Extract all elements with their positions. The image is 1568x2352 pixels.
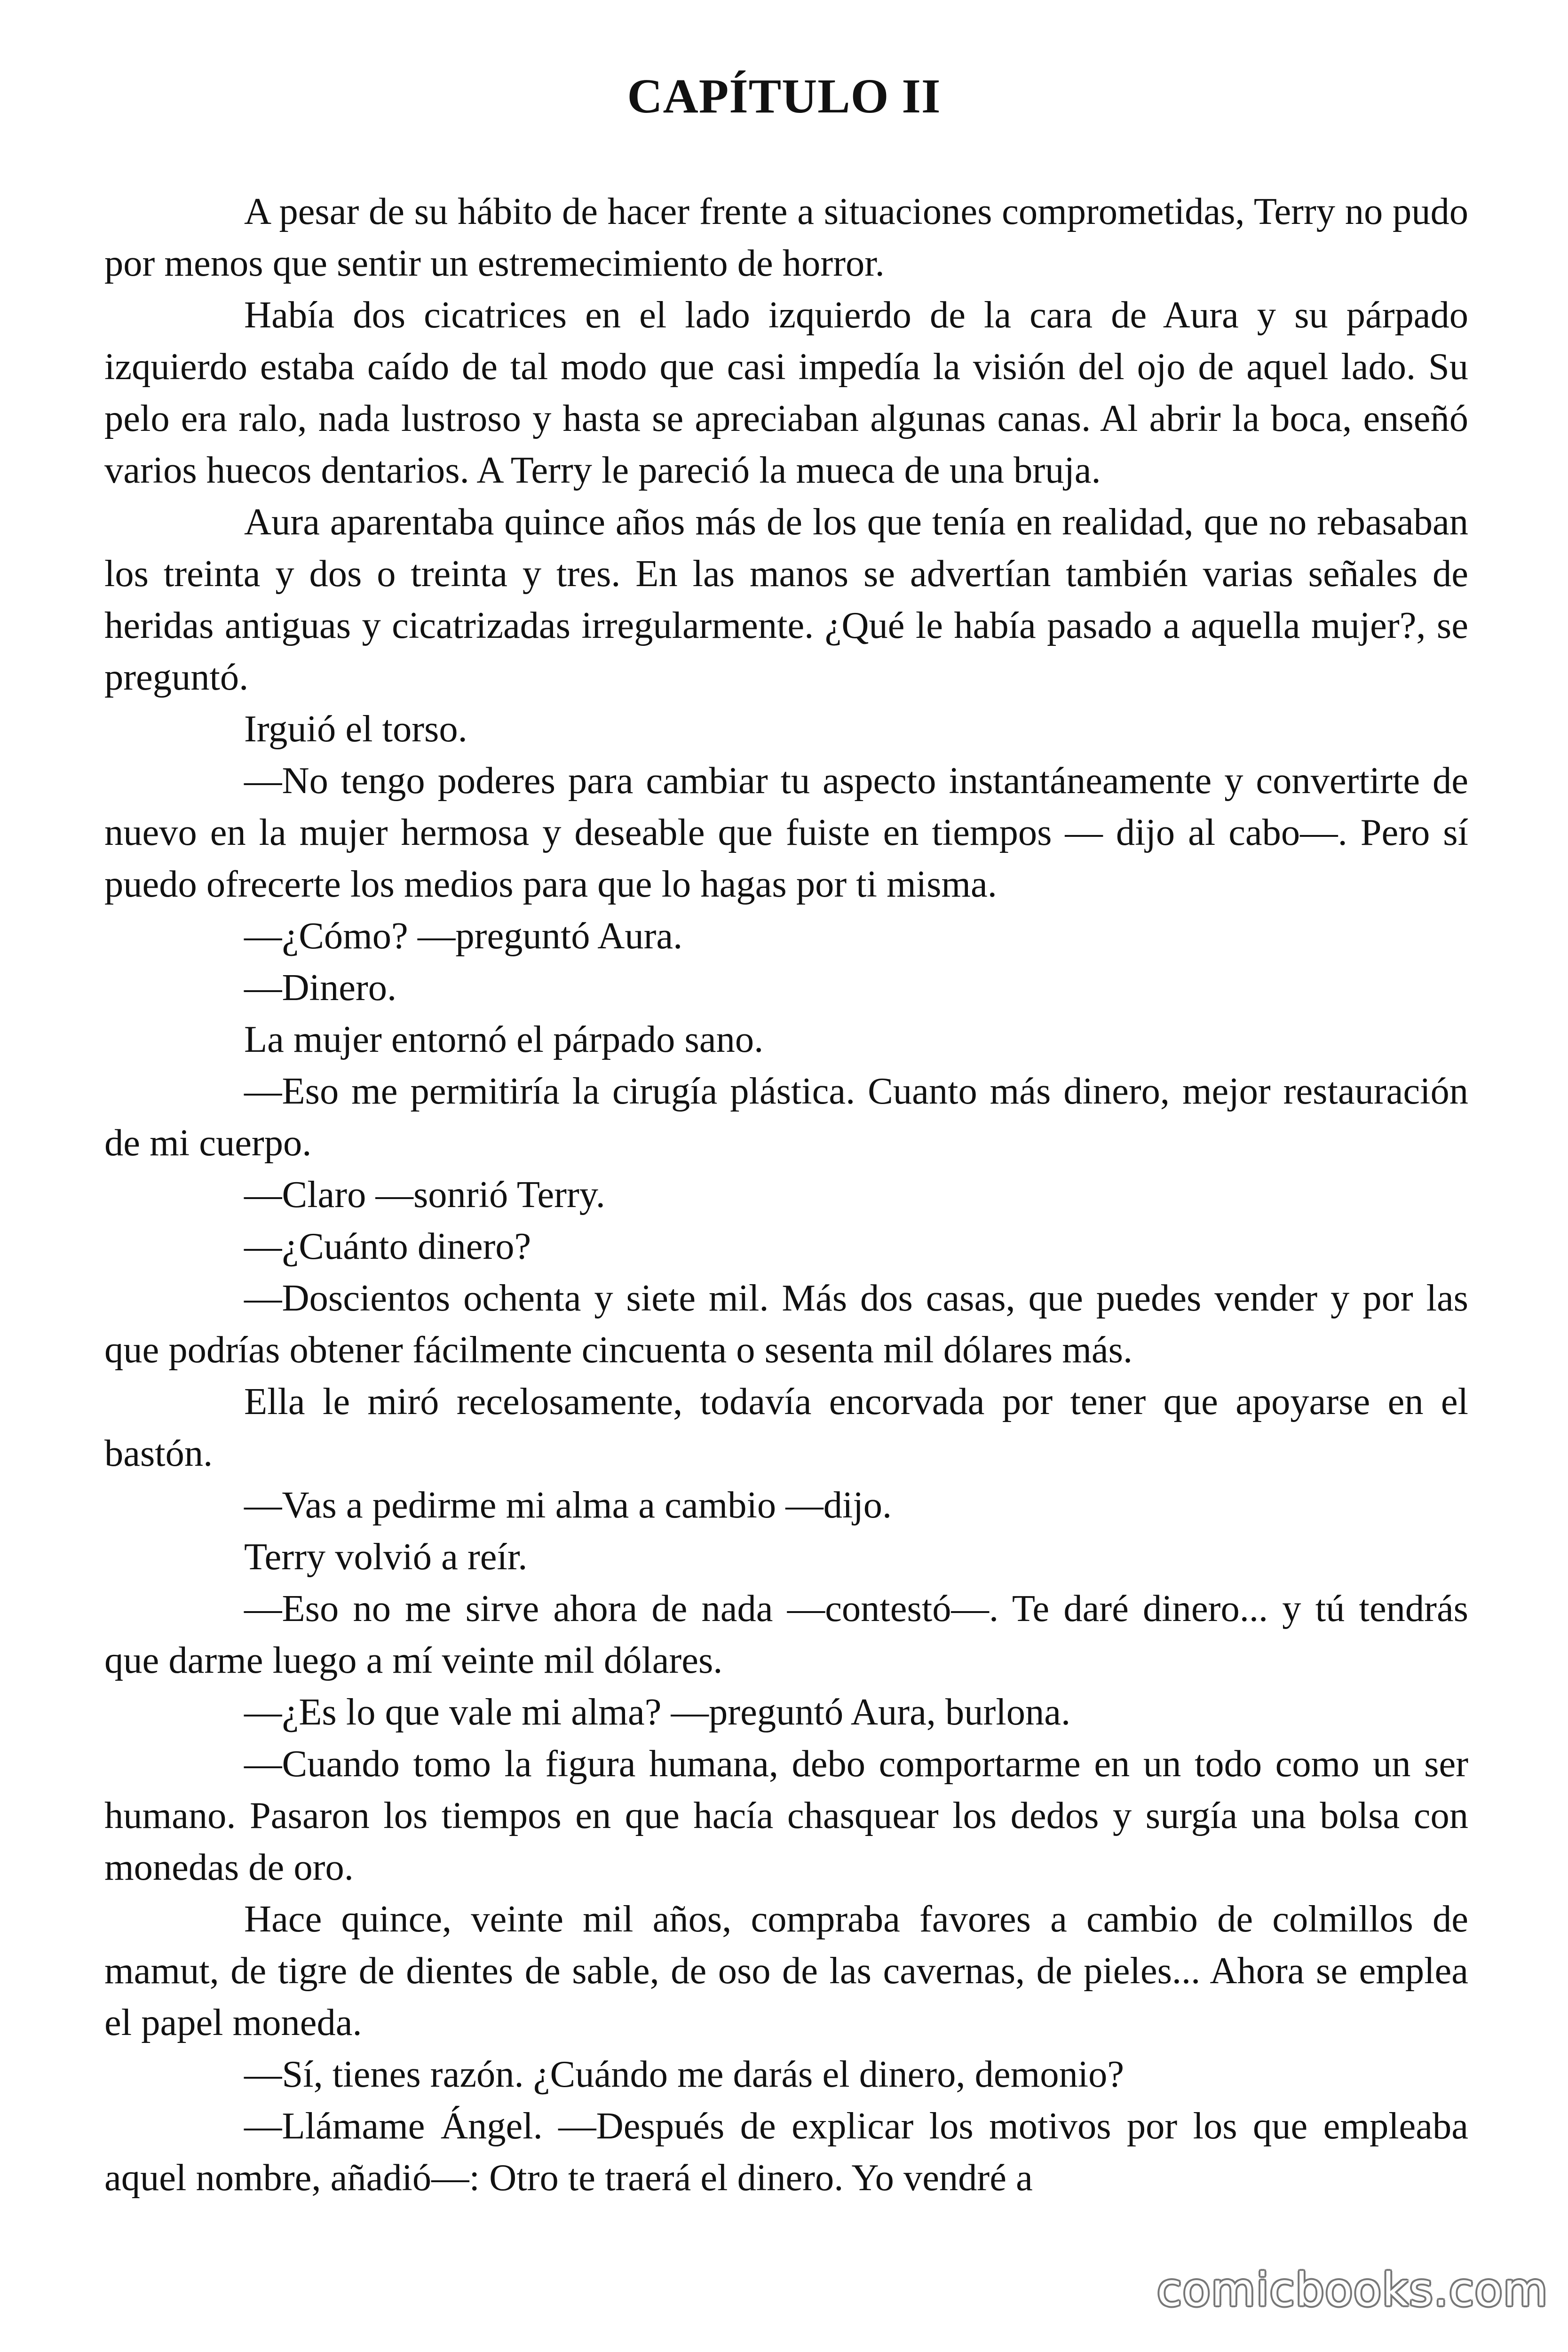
paragraph: —Sí, tienes razón. ¿Cuándo me darás el dinero, demonio? xyxy=(244,2053,1125,2095)
paragraph: —Vas a pedirme mi alma a cambio —dijo. xyxy=(244,1484,892,1526)
paragraph: A pesar de su hábito de hacer frente a situaciones comprometidas, Terry no pudo por menos que sentir un estremecimiento de horror. xyxy=(104,191,1468,284)
paragraph: —Cuando tomo la figura humana, debo comportarme en un todo como un ser humano. Pasaron los tiempos en que hacía chasquear los dedos y surgía una bolsa con monedas de oro. xyxy=(104,1743,1468,1888)
paragraph: La mujer entornó el párpado sano. xyxy=(244,1018,764,1060)
paragraph: —¿Es lo que vale mi alma? —preguntó Aura, burlona. xyxy=(244,1691,1071,1733)
chapter-body xyxy=(104,186,1468,2204)
paragraph: —No tengo poderes para cambiar tu aspecto instantáneamente y convertirte de nuevo en la mujer hermosa y deseable que fuiste en tiempos — dijo al cabo—. Pero sí puedo ofrecerte los medios para que lo hagas por ti misma. xyxy=(104,760,1468,905)
paragraph: Hace quince, veinte mil años, compraba favores a cambio de colmillos de mamut, de tigre de dientes de sable, de oso de las cavernas, de pieles... Ahora se emplea el papel moneda. xyxy=(104,1898,1468,2043)
paragraph: Ella le miró recelosamente, todavía encorvada por tener que apoyarse en el bastón. xyxy=(104,1381,1468,1474)
paragraph: Aura aparentaba quince años más de los que tenía en realidad, que no rebasaban los treinta y dos o treinta y tres. En las manos se advertían también varias señales de heridas antiguas y cicatrizadas irregularmente. ¿Qué le había pasado a aquella mujer?, se preguntó. xyxy=(104,501,1468,698)
watermark: comicbooks.com xyxy=(1157,2264,1549,2316)
paragraph: —Eso no me sirve ahora de nada —contestó—. Te daré dinero... y tú tendrás que darme luego a mí veinte mil dólares. xyxy=(104,1588,1468,1681)
paragraph: —Llámame Ángel. —Después de explicar los motivos por los que empleaba aquel nombre, añadió—: Otro te traerá el dinero. Yo vendré a xyxy=(104,2105,1468,2199)
paragraph: —¿Cómo? —preguntó Aura. xyxy=(244,915,683,957)
paragraph: Terry volvió a reír. xyxy=(244,1536,528,1578)
paragraph: —Doscientos ochenta y siete mil. Más dos casas, que puedes vender y por las que podrías obtener fácilmente cincuenta o sesenta mil dólares más. xyxy=(104,1277,1468,1371)
paragraph: Había dos cicatrices en el lado izquierdo de la cara de Aura y su párpado izquierdo estaba caído de tal modo que casi impedía la visión del ojo de aquel lado. Su pelo era ralo, nada lustroso y hasta se apreciaban algunas canas. Al abrir la boca, enseñó varios huecos dentarios. A Terry le pareció la mueca de una bruja. xyxy=(104,294,1468,491)
paragraph: —¿Cuánto dinero? xyxy=(244,1225,531,1267)
paragraph: —Eso me permitiría la cirugía plástica. Cuanto más dinero, mejor restauración de mi cuerpo. xyxy=(104,1070,1468,1164)
paragraph: Irguió el torso. xyxy=(244,708,467,750)
paragraph: —Claro —sonrió Terry. xyxy=(244,1174,605,1216)
chapter-title: CAPÍTULO II xyxy=(627,69,941,123)
paragraph: —Dinero. xyxy=(244,967,397,1009)
